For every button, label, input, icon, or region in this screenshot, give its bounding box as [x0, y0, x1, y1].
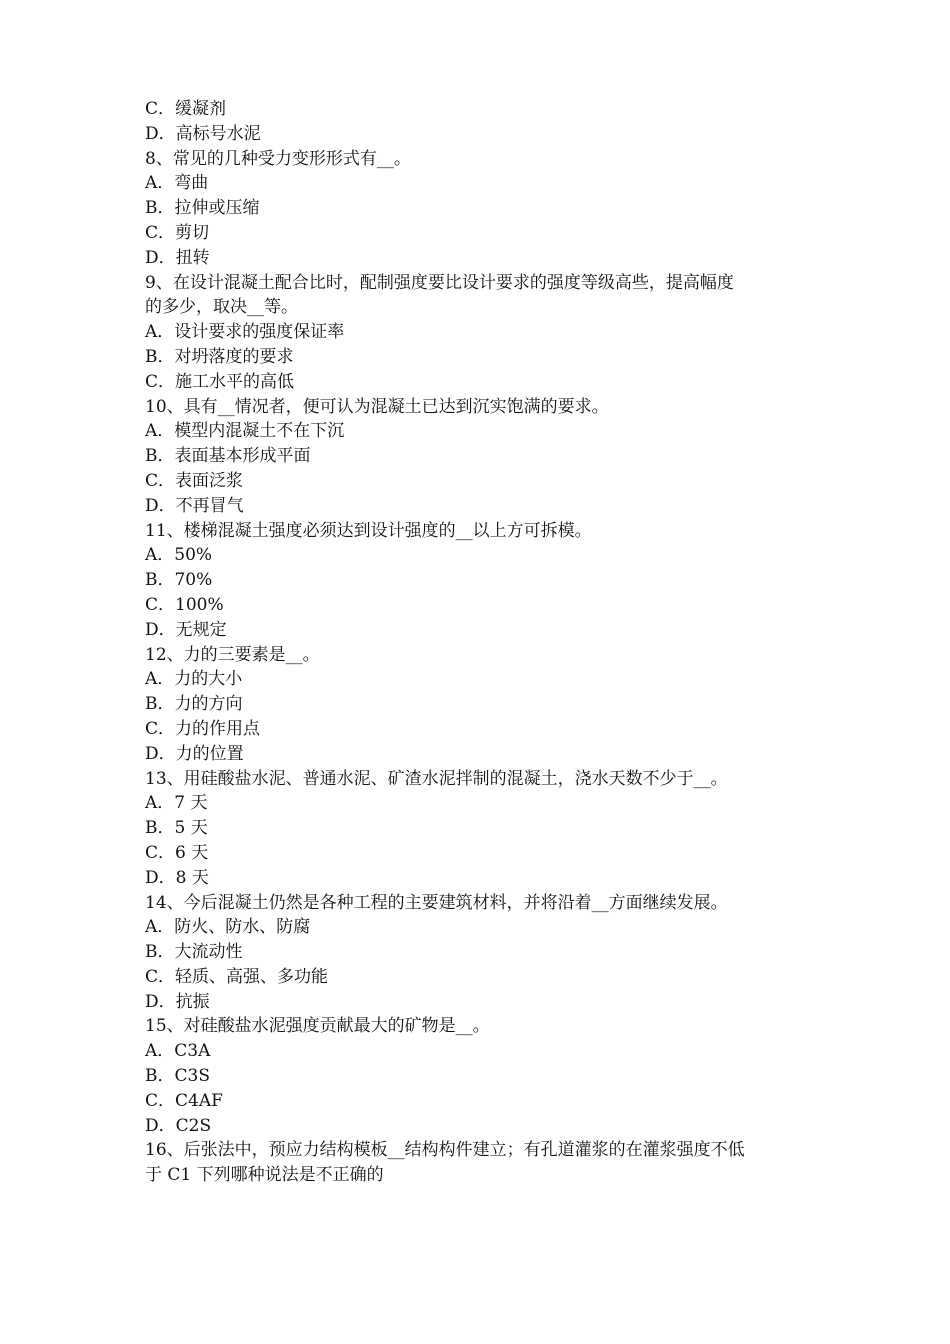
- option-line: C．表面泛浆: [145, 470, 244, 491]
- question-line: 8、常见的几种受力变形形式有__。: [145, 148, 411, 169]
- option-line: C．100%: [145, 594, 224, 615]
- option-line: D．无规定: [145, 619, 227, 640]
- option-line: D．8 天: [145, 867, 209, 888]
- option-line: B．C3S: [145, 1066, 210, 1087]
- option-line: C．剪切: [145, 222, 210, 243]
- option-line: A．50%: [145, 545, 213, 566]
- option-line: A．力的大小: [145, 669, 243, 690]
- option-line: A．7 天: [145, 793, 208, 814]
- option-line: B．拉伸或压缩: [145, 198, 260, 219]
- option-line: A．设计要求的强度保证率: [145, 322, 345, 343]
- question-line-continuation: 于 C1 下列哪种说法是不正确的: [145, 1165, 384, 1186]
- option-line: C．施工水平的高低: [145, 371, 295, 392]
- question-line: 16、后张法中，预应力结构模板__结构构件建立；有孔道灌浆的在灌浆强度不低: [145, 1140, 745, 1161]
- option-line: D．C2S: [145, 1115, 212, 1136]
- option-line: D．不再冒气: [145, 495, 244, 516]
- option-line: B．表面基本形成平面: [145, 446, 311, 467]
- option-line: B．70%: [145, 570, 213, 591]
- option-line: A．C3A: [145, 1041, 211, 1062]
- question-line: 12、力的三要素是__。: [145, 644, 320, 665]
- option-line: D．抗振: [145, 991, 210, 1012]
- option-line: C．力的作用点: [145, 718, 261, 739]
- option-line: C．轻质、高强、多功能: [145, 966, 329, 987]
- option-line: A．防火、防水、防腐: [145, 917, 311, 938]
- option-line: D．扭转: [145, 247, 210, 268]
- question-line: 14、今后混凝土仍然是各种工程的主要建筑材料，并将沿着__方面继续发展。: [145, 892, 728, 913]
- option-line: C．6 天: [145, 842, 209, 863]
- option-line: A．模型内混凝土不在下沉: [145, 421, 345, 442]
- option-line: D．力的位置: [145, 743, 244, 764]
- option-line: C．C4AF: [145, 1090, 223, 1111]
- option-line: B．对坍落度的要求: [145, 346, 294, 367]
- option-line: C．缓凝剂: [145, 99, 227, 119]
- question-line: 15、对硅酸盐水泥强度贡献最大的矿物是__。: [145, 1016, 490, 1037]
- option-line: B．力的方向: [145, 694, 243, 715]
- question-line: 10、具有__情况者，便可认为混凝土已达到沉实饱满的要求。: [145, 396, 609, 417]
- question-line: 9、在设计混凝土配合比时，配制强度要比设计要求的强度等级高些，提高幅度: [145, 272, 734, 293]
- question-line: 11、楼梯混凝土强度必须达到设计强度的__以上方可拆模。: [145, 520, 592, 541]
- option-line: A．弯曲: [145, 173, 209, 194]
- option-line: B．5 天: [145, 818, 208, 839]
- option-line: D．高标号水泥: [145, 123, 261, 144]
- document-body: [145, 97, 810, 1188]
- option-line: B．大流动性: [145, 942, 243, 963]
- question-line: 13、用硅酸盐水泥、普通水泥、矿渣水泥拌制的混凝土，浇水天数不少于__。: [145, 768, 728, 789]
- question-line-continuation: 的多少，取决__等。: [145, 297, 298, 318]
